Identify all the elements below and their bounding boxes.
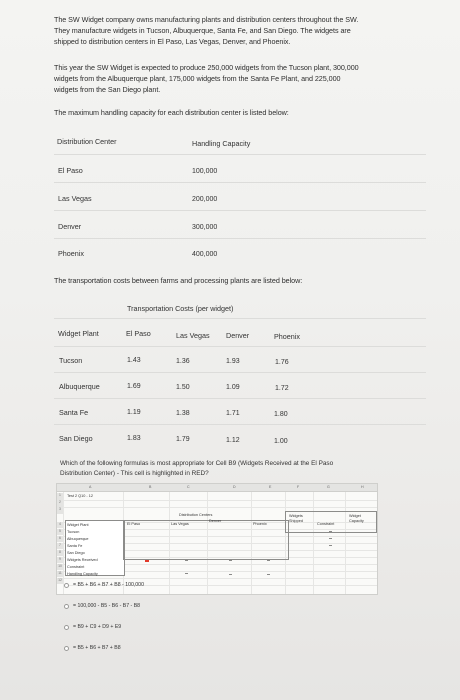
radio-button[interactable] — [64, 625, 69, 630]
sheet-col-denver: Denver — [209, 519, 222, 523]
cost-cell: 1.80 — [274, 411, 288, 418]
question-text — [60, 459, 420, 478]
column-letter: E — [269, 485, 272, 489]
sheet-col-el-paso: El Paso — [127, 522, 141, 526]
capacity-row-value: 200,000 — [192, 196, 218, 203]
cost-row-plant: Santa Fe — [59, 408, 89, 417]
cost-cell: 1.36 — [176, 358, 190, 365]
sheet-plant-header: Widget Plant — [67, 523, 89, 527]
cost-cell: 1.83 — [127, 435, 141, 442]
answer-option-2[interactable] — [64, 603, 140, 609]
answer-option-label: = 100,000 - B5 - B6 - B7 - B8 — [73, 603, 141, 609]
table-divider — [54, 398, 426, 399]
column-letter: H — [361, 485, 364, 489]
cost-row-plant: San Diego — [59, 434, 93, 443]
intro-line: They manufacture widgets in Tucson, Albuquerque, Santa Fe, and San Diego. The widgets are — [54, 26, 351, 35]
column-letter: C — [187, 485, 190, 489]
radio-button[interactable] — [64, 604, 69, 609]
table-divider — [54, 182, 426, 183]
answer-option-label: = B5 + B6 + B7 + B8 — [73, 645, 121, 651]
sheet-row-label: Widgets Received — [67, 558, 98, 562]
column-letter: F — [297, 485, 300, 489]
sheet-widgets-shipped: Widgets Shipped — [289, 514, 303, 523]
cost-cell: 1.12 — [226, 437, 240, 444]
sheet-widget-capacity: Widget Capacity — [349, 514, 364, 523]
capacity-header-center: Distribution Center — [57, 137, 117, 146]
table-divider — [54, 318, 426, 319]
sheet-title-cell: Test 2 Q10 - 12 — [67, 494, 93, 498]
column-header-bar — [57, 484, 377, 492]
capacity-row-center: Denver — [58, 222, 82, 231]
intro-paragraph-3 — [54, 107, 426, 118]
cost-cell: 1.69 — [127, 383, 141, 390]
column-letter: B — [149, 485, 152, 489]
cost-header-el-paso: El Paso — [126, 329, 151, 338]
answer-option-1[interactable] — [64, 582, 144, 588]
intro-line: shipped to distribution centers in El Paso, Las Vegas, Denver, and Phoenix. — [54, 37, 291, 46]
table-divider — [54, 154, 426, 155]
cost-cell: 1.72 — [275, 385, 289, 392]
cost-cell: 1.38 — [176, 410, 190, 417]
spreadsheet-image: A B C D E F G H 1 2 3 4 5 6 7 8 9 10 11 12 Test 2 Q10 - 12 Widget Plant Distribution Centers El Paso Las Vegas Denver Phoenix Widgets Shipped Constraint Widget Capacity Tucson Albuquerque Santa Fe San Diego Widgets Received Constraint Handling Capacity — [56, 483, 378, 595]
cost-cell: 1.19 — [127, 409, 141, 416]
column-letter: G — [327, 485, 330, 489]
cost-cell: 1.79 — [176, 436, 190, 443]
intro-paragraph-1 — [54, 14, 426, 47]
capacity-row-center: El Paso — [58, 166, 83, 175]
question-line: Distribution Center) - This cell is highlighted in RED? — [60, 469, 209, 477]
table-divider — [54, 210, 426, 211]
sheet-col-phoenix: Phoenix — [253, 522, 267, 526]
cost-header-phoenix: Phoenix — [274, 332, 300, 341]
table-divider — [54, 424, 426, 425]
sheet-row-label: Constraint — [67, 565, 85, 569]
capacity-row-value: 400,000 — [192, 251, 218, 258]
answer-option-label: = B9 + C9 + D9 + E9 — [73, 624, 122, 630]
cost-header-denver: Denver — [226, 331, 250, 340]
sheet-row-label: Santa Fe — [67, 544, 83, 548]
column-letter: D — [233, 485, 236, 489]
capacity-header-capacity: Handling Capacity — [192, 139, 251, 148]
intro-line: widgets from the San Diego plant. — [54, 85, 161, 94]
intro-line: The maximum handling capacity for each distribution center is listed below: — [54, 108, 289, 117]
cost-header-plant: Widget Plant — [58, 329, 99, 338]
answer-option-label: = B5 + B6 + B7 + B8 - 100,000 — [73, 582, 144, 588]
sheet-row-label: Albuquerque — [67, 537, 89, 541]
intro-line: This year the SW Widget is expected to produce 250,000 widgets from the Tucson plant, 300,000 — [54, 63, 359, 72]
highlighted-cell-b9 — [145, 560, 149, 562]
sheet-group-header: Distribution Centers — [179, 513, 213, 517]
capacity-row-center: Las Vegas — [58, 194, 92, 203]
cost-cell: 1.93 — [226, 358, 240, 365]
cost-table-title: Transportation Costs (per widget) — [127, 304, 234, 313]
capacity-row-value: 100,000 — [192, 168, 218, 175]
question-line: Which of the following formulas is most appropriate for Cell B9 (Widgets Received at the El Paso — [60, 460, 334, 467]
table-divider — [54, 372, 426, 373]
radio-button[interactable] — [64, 646, 69, 651]
capacity-row-center: Phoenix — [58, 249, 84, 258]
intro-line: The transportation costs between farms and processing plants are listed below: — [54, 276, 303, 285]
table-divider — [54, 346, 426, 347]
column-letter: A — [89, 485, 92, 489]
cost-cell: 1.71 — [226, 410, 240, 417]
intro-line: widgets from the Albuquerque plant, 175,000 widgets from the Santa Fe Plant, and 225,000 — [54, 74, 341, 83]
cost-cell: 1.00 — [274, 438, 288, 445]
sheet-row-label: Tucson — [67, 530, 80, 534]
intro-paragraph-2 — [54, 62, 426, 95]
sheet-row-label: San Diego — [67, 551, 85, 555]
answer-option-3[interactable] — [64, 624, 121, 630]
sheet-row-label: Handling Capacity — [67, 572, 98, 576]
transport-intro — [54, 275, 426, 286]
sheet-col-las-vegas: Las Vegas — [171, 522, 189, 526]
answer-option-4[interactable] — [64, 645, 121, 651]
cost-row-plant: Tucson — [59, 356, 83, 365]
cost-cell: 1.50 — [176, 384, 190, 391]
capacity-row-value: 300,000 — [192, 224, 218, 231]
intro-line: The SW Widget company owns manufacturing plants and distribution centers throughout the SW. — [54, 15, 359, 24]
table-divider — [54, 238, 426, 239]
cost-cell: 1.43 — [127, 357, 141, 364]
cost-row-plant: Albuquerque — [59, 382, 100, 391]
cost-cell: 1.09 — [226, 384, 240, 391]
cost-header-las-vegas: Las Vegas — [176, 331, 210, 340]
cost-cell: 1.76 — [275, 359, 289, 366]
sheet-constraint-header: Constraint — [317, 522, 335, 526]
radio-button[interactable] — [64, 583, 69, 588]
